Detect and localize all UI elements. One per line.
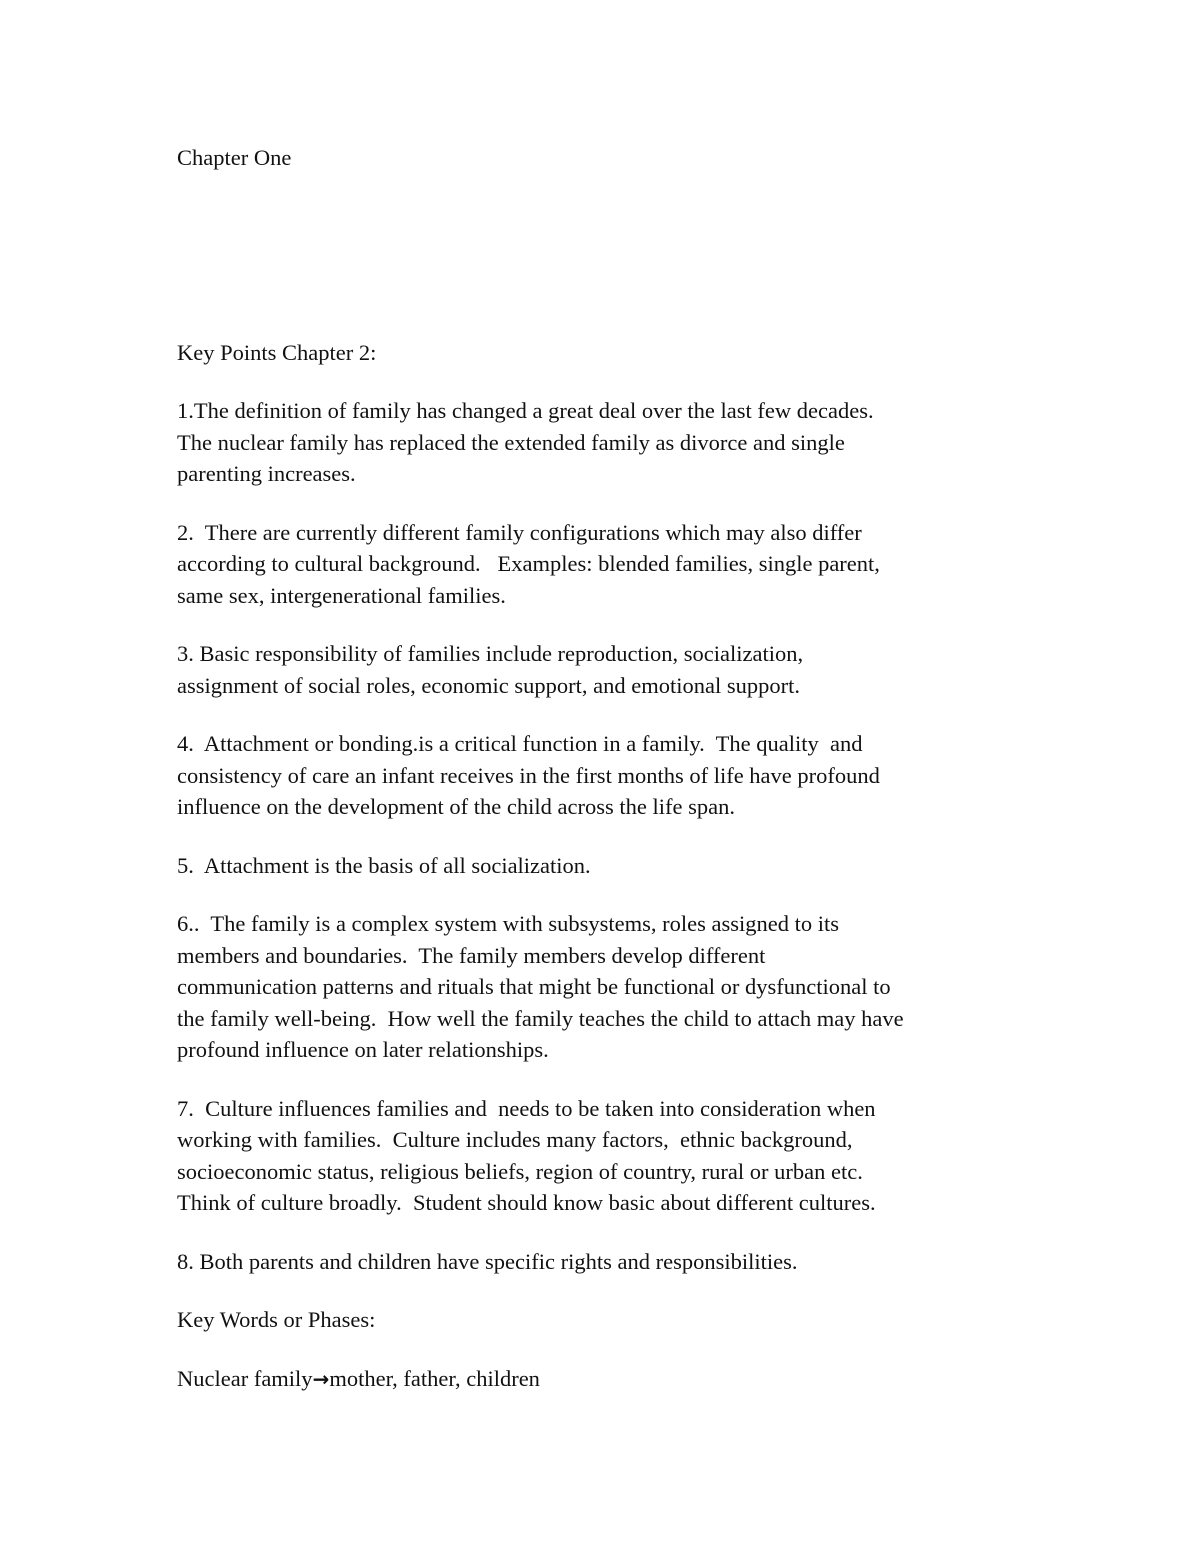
key-point-line: 1.The definition of family has changed a great deal over the last few decades. <box>177 398 874 423</box>
key-point-line: influence on the development of the child across the life span. <box>177 794 735 819</box>
key-point-line: 2. There are currently different family configurations which may also differ <box>177 519 862 545</box>
spacer <box>177 823 1037 850</box>
key-words-list <box>177 1363 1037 1396</box>
key-word-definition: mother, father, children <box>329 1365 540 1391</box>
key-point-line: the family well-being. How well the family teaches the child to attach may have <box>177 1005 904 1031</box>
spacer <box>177 490 1037 517</box>
document-page <box>177 142 1037 1395</box>
spacer <box>177 881 1037 908</box>
key-point-line: 6.. The family is a complex system with subsystems, roles assigned to its <box>177 911 840 936</box>
spacer <box>177 1219 1037 1246</box>
spacer <box>177 611 1037 638</box>
spacer <box>177 368 1037 395</box>
key-point-line: Think of culture broadly. Student should know basic about different cultures. <box>177 1190 876 1215</box>
key-point-line: profound influence on later relationships. <box>177 1037 549 1062</box>
spacer <box>177 174 1037 337</box>
spacer <box>177 1277 1037 1304</box>
key-point-line: socioeconomic status, religious beliefs, region of country, rural or urban etc. <box>177 1158 863 1184</box>
arrow-right-icon: → <box>312 1366 330 1391</box>
key-point-line: members and boundaries. The family members develop different <box>177 942 766 968</box>
key-point-4 <box>177 728 1037 823</box>
key-points-heading: Key Points Chapter 2: <box>177 339 377 365</box>
spacer <box>177 701 1037 728</box>
key-point-line: parenting increases. <box>177 461 356 486</box>
key-point-6 <box>177 908 1037 1066</box>
spacer <box>177 1336 1037 1363</box>
key-word-entry <box>177 1363 1037 1396</box>
key-word-term: Nuclear family <box>177 1365 313 1391</box>
key-point-1 <box>177 395 1037 490</box>
key-point-line: same sex, intergenerational families. <box>177 582 506 608</box>
key-point-line: assignment of social roles, economic support, and emotional support. <box>177 672 801 698</box>
key-point-line: 4. Attachment or bonding.is a critical function in a family. The quality and <box>177 731 863 756</box>
key-point-line: consistency of care an infant receives in the first months of life have profound <box>177 762 880 788</box>
key-point-7 <box>177 1093 1037 1219</box>
key-points-list <box>177 395 1037 1304</box>
key-point-line: 3. Basic responsibility of families include reproduction, socialization, <box>177 641 804 666</box>
spacer <box>177 1066 1037 1093</box>
key-point-2 <box>177 517 1037 612</box>
key-words-heading: Key Words or Phases: <box>177 1307 376 1332</box>
key-point-8 <box>177 1246 1037 1278</box>
key-point-line: 8. Both parents and children have specific rights and responsibilities. <box>177 1248 798 1274</box>
key-point-line: according to cultural background. Examples: blended families, single parent, <box>177 551 880 576</box>
key-point-line: 5. Attachment is the basis of all socialization. <box>177 852 591 878</box>
key-point-5 <box>177 850 1037 882</box>
key-point-line: The nuclear family has replaced the extended family as divorce and single <box>177 429 845 455</box>
key-point-line: communication patterns and rituals that might be functional or dysfunctional to <box>177 974 891 999</box>
chapter-title: Chapter One <box>177 145 292 170</box>
key-point-3 <box>177 638 1037 701</box>
key-point-line: working with families. Culture includes many factors, ethnic background, <box>177 1127 853 1152</box>
key-point-line: 7. Culture influences families and needs to be taken into consideration when <box>177 1095 876 1121</box>
